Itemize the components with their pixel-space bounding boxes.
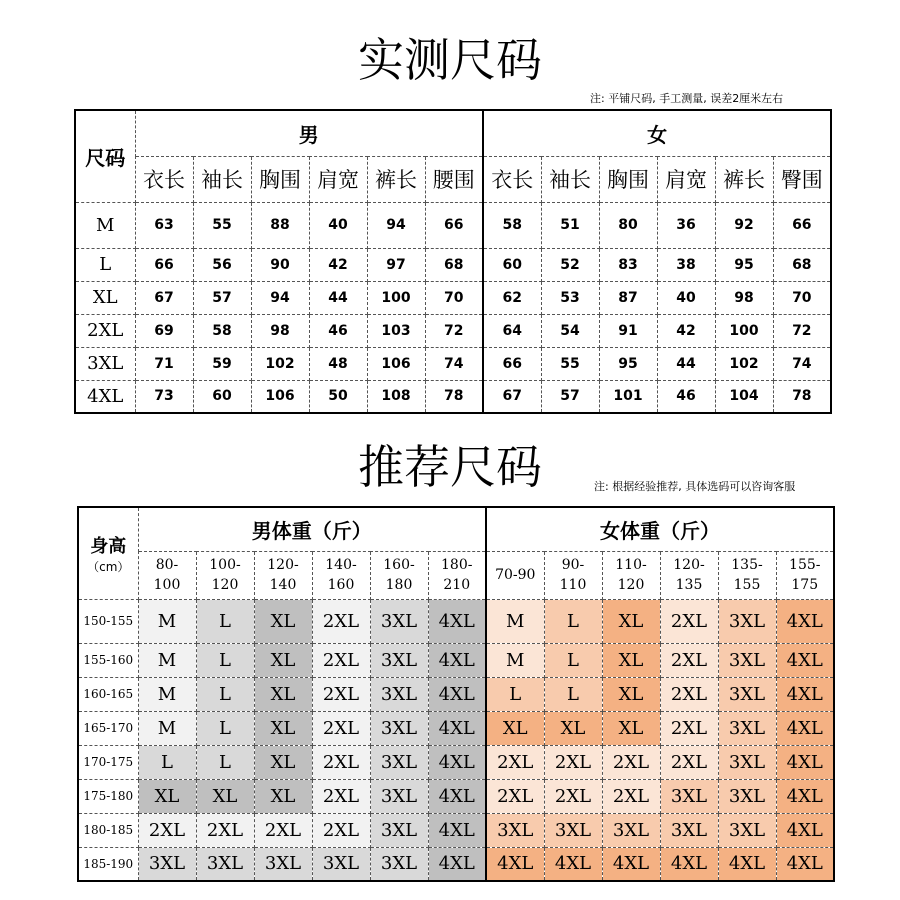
male-size-cell: 3XL [254, 847, 312, 881]
size-label: 3XL [75, 347, 135, 380]
female-size-cell: 2XL [660, 745, 718, 779]
female-measure-cell: 83 [599, 248, 657, 281]
recommended-size-table [77, 506, 835, 882]
height-header-cell [78, 507, 138, 599]
female-measure-cell: 66 [483, 347, 541, 380]
male-measure-cell: 74 [425, 347, 483, 380]
male-weight-range [312, 551, 370, 599]
female-size-cell: 4XL [776, 711, 834, 745]
male-measure-cell: 88 [251, 202, 309, 248]
weight-range-part: 210 [443, 577, 471, 593]
female-measure-cell: 36 [657, 202, 715, 248]
male-column-header: 袖长 [193, 156, 251, 202]
female-column-header: 裤长 [715, 156, 773, 202]
height-range: 165-170 [78, 711, 138, 745]
male-size-cell: 3XL [370, 677, 428, 711]
female-measure-cell: 62 [483, 281, 541, 314]
male-size-cell: XL [254, 779, 312, 813]
female-measure-cell: 78 [773, 380, 831, 413]
male-measure-cell: 71 [135, 347, 193, 380]
size-label: M [75, 202, 135, 248]
female-size-cell: 2XL [486, 745, 544, 779]
measured-size-table [74, 109, 832, 414]
weight-range-part: 180- [441, 557, 473, 573]
height-range: 175-180 [78, 779, 138, 813]
male-size-cell: L [196, 599, 254, 643]
weight-range-part: 160- [383, 557, 415, 573]
female-measure-cell: 38 [657, 248, 715, 281]
female-column-header: 衣长 [483, 156, 541, 202]
female-size-cell: 3XL [718, 643, 776, 677]
female-weight-range [602, 551, 660, 599]
male-size-cell: L [196, 643, 254, 677]
male-measure-cell: 100 [367, 281, 425, 314]
male-measure-cell: 106 [251, 380, 309, 413]
male-size-cell: 4XL [428, 711, 486, 745]
female-measure-cell: 102 [715, 347, 773, 380]
female-size-cell: 4XL [486, 847, 544, 881]
male-column-header: 衣长 [135, 156, 193, 202]
male-size-cell: XL [138, 779, 196, 813]
weight-range-part: 155 [733, 577, 761, 593]
male-size-cell: M [138, 711, 196, 745]
table-row [78, 847, 834, 881]
weight-range-part: 140 [269, 577, 297, 593]
male-measure-cell: 42 [309, 248, 367, 281]
male-measure-cell: 55 [193, 202, 251, 248]
male-measure-cell: 103 [367, 314, 425, 347]
female-size-cell: 4XL [776, 599, 834, 643]
female-measure-cell: 55 [541, 347, 599, 380]
table-row [78, 745, 834, 779]
table-row [78, 599, 834, 643]
male-measure-cell: 57 [193, 281, 251, 314]
female-measure-cell: 58 [483, 202, 541, 248]
female-size-cell: 2XL [544, 779, 602, 813]
female-size-cell: XL [486, 711, 544, 745]
male-weight-range [254, 551, 312, 599]
male-size-cell: M [138, 599, 196, 643]
weight-range-part: 135- [731, 557, 763, 573]
height-range: 185-190 [78, 847, 138, 881]
male-size-cell: XL [254, 745, 312, 779]
height-range: 170-175 [78, 745, 138, 779]
table-row [78, 711, 834, 745]
female-size-cell: 2XL [660, 711, 718, 745]
female-size-cell: 3XL [486, 813, 544, 847]
female-measure-cell: 80 [599, 202, 657, 248]
male-size-cell: 3XL [138, 847, 196, 881]
male-size-cell: 2XL [312, 599, 370, 643]
male-size-cell: M [138, 643, 196, 677]
male-measure-cell: 66 [425, 202, 483, 248]
male-measure-cell: 69 [135, 314, 193, 347]
female-measure-cell: 54 [541, 314, 599, 347]
table-row [75, 380, 831, 413]
weight-range-part: 70-90 [495, 567, 536, 583]
female-size-cell: 3XL [718, 745, 776, 779]
female-measure-cell: 87 [599, 281, 657, 314]
female-size-cell: 3XL [718, 677, 776, 711]
female-measure-cell: 44 [657, 347, 715, 380]
weight-range-part: 155- [789, 557, 821, 573]
male-size-cell: 2XL [254, 813, 312, 847]
female-size-cell: XL [602, 599, 660, 643]
female-size-cell: 3XL [718, 711, 776, 745]
female-size-cell: 2XL [660, 599, 718, 643]
measured-note: 注: 平铺尺码, 手工测量, 误差2厘米左右 [590, 92, 784, 105]
female-size-cell: 3XL [660, 813, 718, 847]
male-measure-cell: 73 [135, 380, 193, 413]
weight-range-part: 180 [385, 577, 413, 593]
male-measure-cell: 59 [193, 347, 251, 380]
male-group-header: 男 [135, 110, 483, 156]
male-size-cell: L [196, 677, 254, 711]
male-size-cell: 3XL [370, 745, 428, 779]
male-size-cell: 4XL [428, 779, 486, 813]
female-measure-cell: 60 [483, 248, 541, 281]
male-measure-cell: 97 [367, 248, 425, 281]
female-size-cell: 4XL [776, 677, 834, 711]
male-measure-cell: 108 [367, 380, 425, 413]
weight-range-part: 120 [211, 577, 239, 593]
male-measure-cell: 50 [309, 380, 367, 413]
female-size-cell: L [544, 643, 602, 677]
male-size-cell: 2XL [312, 745, 370, 779]
male-weight-group-header: 男体重（斤） [138, 507, 486, 551]
male-measure-cell: 44 [309, 281, 367, 314]
male-weight-range [138, 551, 196, 599]
female-size-cell: XL [602, 677, 660, 711]
male-size-cell: 4XL [428, 677, 486, 711]
male-size-cell: 2XL [312, 677, 370, 711]
male-measure-cell: 48 [309, 347, 367, 380]
table-row [78, 813, 834, 847]
weight-range-part: 140- [325, 557, 357, 573]
male-measure-cell: 94 [367, 202, 425, 248]
female-weight-range [660, 551, 718, 599]
female-size-cell: 4XL [544, 847, 602, 881]
female-size-cell: 4XL [776, 847, 834, 881]
female-size-cell: 4XL [776, 745, 834, 779]
male-size-cell: 4XL [428, 813, 486, 847]
female-weight-range [718, 551, 776, 599]
male-size-cell: XL [254, 599, 312, 643]
female-measure-cell: 101 [599, 380, 657, 413]
female-measure-cell: 66 [773, 202, 831, 248]
table-row [75, 202, 831, 248]
male-size-cell: 3XL [370, 779, 428, 813]
male-size-cell: 2XL [312, 711, 370, 745]
male-size-cell: L [196, 745, 254, 779]
table-row [75, 248, 831, 281]
male-measure-cell: 72 [425, 314, 483, 347]
female-size-cell: 2XL [660, 643, 718, 677]
male-size-cell: XL [254, 643, 312, 677]
table-row [75, 347, 831, 380]
male-measure-cell: 67 [135, 281, 193, 314]
male-column-header: 腰围 [425, 156, 483, 202]
female-size-cell: 2XL [486, 779, 544, 813]
female-measure-cell: 95 [599, 347, 657, 380]
female-measure-cell: 100 [715, 314, 773, 347]
male-size-cell: 3XL [370, 643, 428, 677]
female-column-header: 袖长 [541, 156, 599, 202]
female-measure-cell: 52 [541, 248, 599, 281]
female-size-cell: 4XL [660, 847, 718, 881]
table-row [78, 643, 834, 677]
weight-range-part: 80- [155, 557, 179, 573]
male-size-cell: 3XL [370, 711, 428, 745]
female-measure-cell: 72 [773, 314, 831, 347]
male-size-cell: 3XL [370, 599, 428, 643]
weight-range-part: 90- [561, 557, 585, 573]
male-measure-cell: 46 [309, 314, 367, 347]
male-measure-cell: 70 [425, 281, 483, 314]
weight-range-part: 110- [615, 557, 647, 573]
female-size-cell: 4XL [718, 847, 776, 881]
female-measure-cell: 67 [483, 380, 541, 413]
female-size-cell: XL [602, 711, 660, 745]
weight-range-part: 175 [791, 577, 819, 593]
male-measure-cell: 58 [193, 314, 251, 347]
female-size-cell: 3XL [718, 813, 776, 847]
male-measure-cell: 102 [251, 347, 309, 380]
female-measure-cell: 91 [599, 314, 657, 347]
weight-range-part: 135 [675, 577, 703, 593]
female-size-cell: 4XL [776, 643, 834, 677]
male-measure-cell: 40 [309, 202, 367, 248]
female-size-cell: L [544, 599, 602, 643]
male-size-cell: 2XL [196, 813, 254, 847]
weight-range-part: 160 [327, 577, 355, 593]
size-label: XL [75, 281, 135, 314]
male-measure-cell: 60 [193, 380, 251, 413]
female-size-cell: L [544, 677, 602, 711]
female-size-cell: XL [544, 711, 602, 745]
height-range: 150-155 [78, 599, 138, 643]
measured-size-title: 实测尺码 [358, 33, 542, 87]
female-group-header: 女 [483, 110, 831, 156]
female-size-cell: 3XL [718, 779, 776, 813]
female-column-header: 胸围 [599, 156, 657, 202]
male-size-cell: 4XL [428, 745, 486, 779]
table-row [78, 677, 834, 711]
male-size-cell: XL [254, 711, 312, 745]
male-column-header: 胸围 [251, 156, 309, 202]
male-size-cell: 4XL [428, 599, 486, 643]
table-row [75, 281, 831, 314]
female-measure-cell: 92 [715, 202, 773, 248]
male-column-header: 裤长 [367, 156, 425, 202]
female-measure-cell: 70 [773, 281, 831, 314]
female-measure-cell: 53 [541, 281, 599, 314]
male-measure-cell: 106 [367, 347, 425, 380]
male-measure-cell: 78 [425, 380, 483, 413]
male-size-cell: XL [196, 779, 254, 813]
male-size-cell: 4XL [428, 847, 486, 881]
recommended-size-title: 推荐尺码 [358, 440, 542, 494]
female-measure-cell: 42 [657, 314, 715, 347]
male-measure-cell: 66 [135, 248, 193, 281]
weight-range-part: 120 [617, 577, 645, 593]
male-weight-range [196, 551, 254, 599]
male-measure-cell: 98 [251, 314, 309, 347]
female-measure-cell: 40 [657, 281, 715, 314]
male-size-cell: 2XL [312, 643, 370, 677]
weight-range-part: 100 [153, 577, 181, 593]
height-range: 180-185 [78, 813, 138, 847]
female-measure-cell: 104 [715, 380, 773, 413]
male-size-cell: 3XL [370, 847, 428, 881]
female-size-cell: 2XL [660, 677, 718, 711]
female-size-cell: 4XL [776, 813, 834, 847]
female-measure-cell: 51 [541, 202, 599, 248]
male-size-cell: 3XL [370, 813, 428, 847]
female-size-cell: XL [602, 643, 660, 677]
male-size-cell: 3XL [196, 847, 254, 881]
height-unit: （cm） [87, 559, 130, 574]
weight-range-part: 100- [209, 557, 241, 573]
female-column-header: 肩宽 [657, 156, 715, 202]
weight-range-part: 110 [559, 577, 587, 593]
size-label: 4XL [75, 380, 135, 413]
female-size-cell: 3XL [718, 599, 776, 643]
female-measure-cell: 74 [773, 347, 831, 380]
female-size-cell: 2XL [544, 745, 602, 779]
male-size-cell: 2XL [138, 813, 196, 847]
female-measure-cell: 98 [715, 281, 773, 314]
male-size-cell: M [138, 677, 196, 711]
female-weight-range [776, 551, 834, 599]
male-size-cell: 4XL [428, 643, 486, 677]
male-measure-cell: 68 [425, 248, 483, 281]
female-measure-cell: 64 [483, 314, 541, 347]
male-measure-cell: 94 [251, 281, 309, 314]
male-size-cell: 2XL [312, 779, 370, 813]
female-measure-cell: 95 [715, 248, 773, 281]
female-size-cell: M [486, 643, 544, 677]
size-header: 尺码 [75, 110, 135, 202]
female-measure-cell: 46 [657, 380, 715, 413]
weight-range-part: 120- [673, 557, 705, 573]
weight-range-part: 120- [267, 557, 299, 573]
female-measure-cell: 57 [541, 380, 599, 413]
male-size-cell: 2XL [312, 813, 370, 847]
male-weight-range [428, 551, 486, 599]
male-size-cell: L [196, 711, 254, 745]
female-size-cell: 3XL [544, 813, 602, 847]
female-size-cell: 2XL [602, 745, 660, 779]
female-size-cell: 3XL [602, 813, 660, 847]
table-row [78, 779, 834, 813]
female-size-cell: 3XL [660, 779, 718, 813]
size-label: 2XL [75, 314, 135, 347]
male-size-cell: 3XL [312, 847, 370, 881]
table-row [75, 314, 831, 347]
male-measure-cell: 56 [193, 248, 251, 281]
female-size-cell: 4XL [776, 779, 834, 813]
male-weight-range [370, 551, 428, 599]
height-range: 155-160 [78, 643, 138, 677]
male-size-cell: XL [254, 677, 312, 711]
female-weight-group-header: 女体重（斤） [486, 507, 834, 551]
female-weight-range [544, 551, 602, 599]
female-measure-cell: 68 [773, 248, 831, 281]
female-column-header: 臀围 [773, 156, 831, 202]
female-size-cell: 4XL [602, 847, 660, 881]
height-header: 身高 [90, 535, 127, 557]
recommended-note: 注: 根据经验推荐, 具体选码可以咨询客服 [594, 480, 796, 493]
female-weight-range [486, 551, 544, 599]
female-size-cell: L [486, 677, 544, 711]
male-measure-cell: 63 [135, 202, 193, 248]
height-range: 160-165 [78, 677, 138, 711]
male-measure-cell: 90 [251, 248, 309, 281]
female-size-cell: 2XL [602, 779, 660, 813]
male-size-cell: L [138, 745, 196, 779]
male-column-header: 肩宽 [309, 156, 367, 202]
female-size-cell: M [486, 599, 544, 643]
size-label: L [75, 248, 135, 281]
